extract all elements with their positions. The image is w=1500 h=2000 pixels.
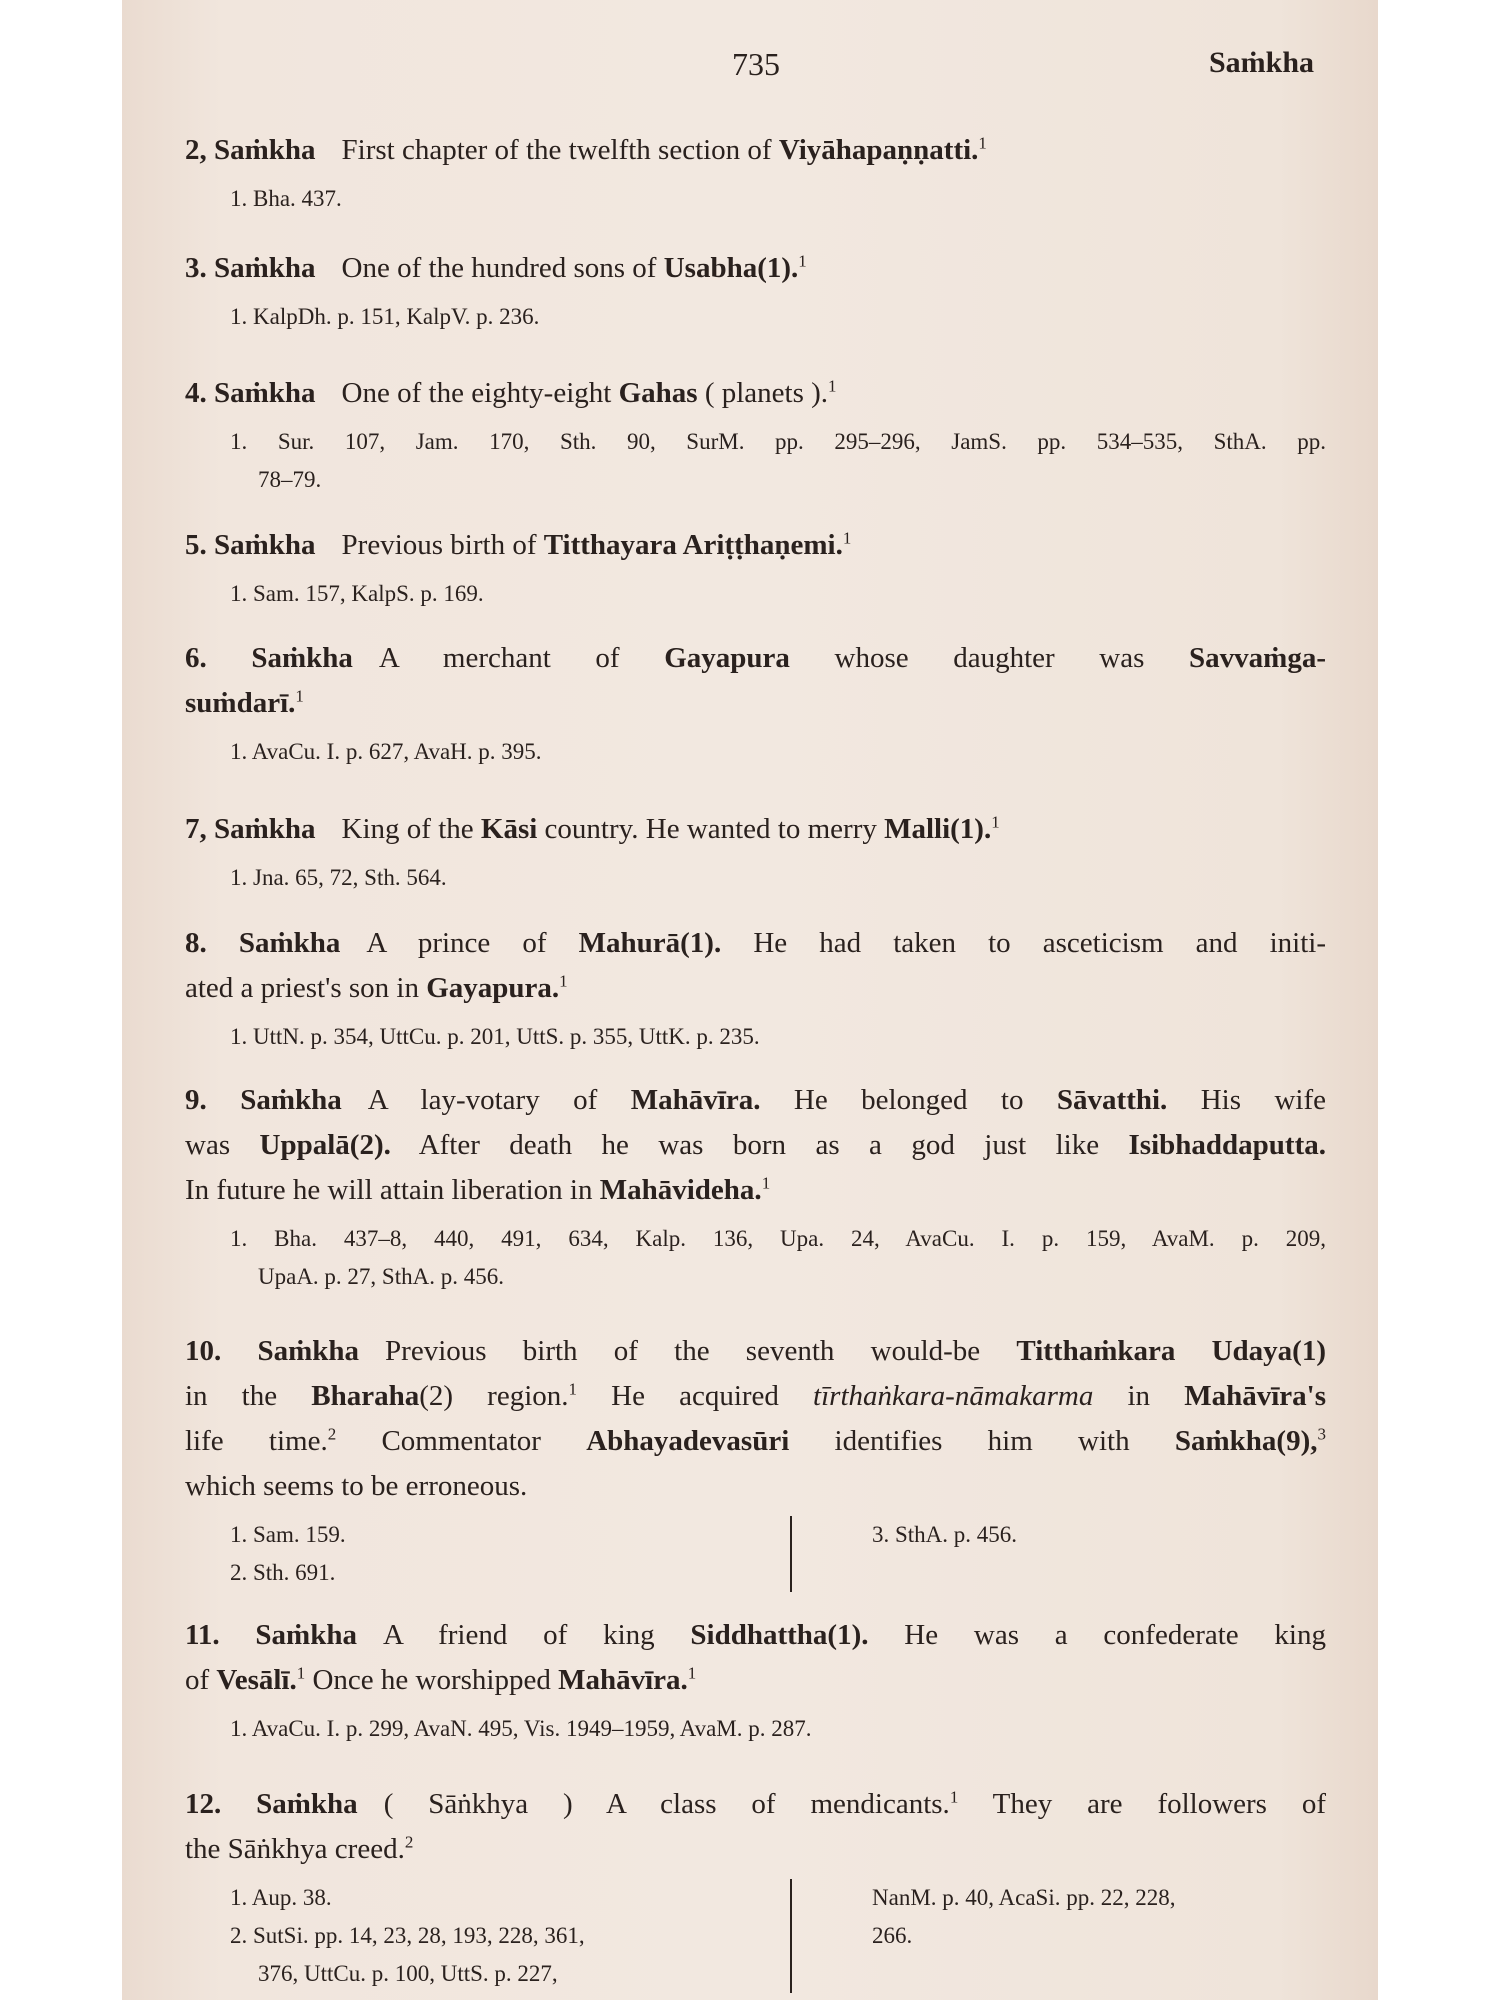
footnote-marker: 1 (978, 133, 987, 153)
reference-line: 3. SthA. p. 456. (872, 1522, 1018, 1547)
bold-term: Uppalā(2). (259, 1129, 391, 1161)
entry-text-line (185, 681, 1326, 726)
entry-text-line (185, 636, 1326, 681)
entry-text-line (185, 1613, 1326, 1658)
text-segment: In future he will attain liberation in (185, 1174, 600, 1206)
references (185, 423, 1326, 499)
reference-line: 1. AvaCu. I. p. 299, AvaN. 495, Vis. 1949–1959, AvaM. p. 287. (230, 1716, 812, 1741)
dictionary-entry (185, 128, 1326, 218)
text-segment: His wife (1167, 1084, 1326, 1116)
reference-line: 266. (872, 1923, 913, 1948)
entry-text-line (185, 966, 1326, 1011)
running-head: Saṁkha (1208, 46, 1314, 79)
references (185, 733, 1326, 771)
references-two-column (185, 1516, 1326, 1592)
text-segment: of (185, 1664, 217, 1696)
bold-term: Isibhaddaputta. (1128, 1129, 1326, 1161)
text-segment: Previous birth of (341, 529, 544, 561)
text-segment: Once he worshipped (305, 1664, 559, 1696)
reference-line: 2. SutSi. pp. 14, 23, 28, 193, 228, 361, (230, 1923, 585, 1948)
text-segment: (2) region. (419, 1380, 569, 1412)
reference-line: 1. Jna. 65, 72, Sth. 564. (230, 865, 447, 890)
bold-term: Mahāvīra. (630, 1084, 761, 1116)
entry-headword: 10. Saṁkha (185, 1335, 360, 1367)
text-segment: After death he was born as a god just like (390, 1129, 1129, 1161)
footnote-marker: 1 (949, 1787, 959, 1807)
text-segment: ( planets ). (697, 377, 829, 409)
reference-line: 2. Sth. 691. (230, 1560, 336, 1585)
bold-term: Saṁkha(9), (1174, 1425, 1318, 1457)
bold-term: Usabha(1). (663, 252, 799, 284)
text-segment: A class of mendicants. (572, 1788, 950, 1820)
dictionary-entry (185, 246, 1326, 336)
footnote-marker: 1 (295, 686, 304, 706)
bold-term: Gayapura. (426, 972, 560, 1004)
reference-line: NanM. p. 40, AcaSi. pp. 22, 228, (872, 1885, 1176, 1910)
bold-term: suṁdarī. (185, 687, 296, 719)
footnote-marker: 1 (559, 971, 568, 991)
text-segment: in the (185, 1380, 312, 1412)
entry-text-line (185, 921, 1326, 966)
reference-line: 1. Bha. 437. (230, 186, 342, 211)
text-segment: A merchant of (378, 642, 665, 674)
references-left-column (230, 1516, 792, 1592)
reference-line: 1. Sam. 157, KalpS. p. 169. (230, 581, 484, 606)
reference-line: 1. Bha. 437–8, 440, 491, 634, Kalp. 136, Upa. 24, AvaCu. I. p. 159, AvaM. p. 209, (230, 1226, 1326, 1251)
bold-term: Viyāhapaṇṇatti. (778, 134, 979, 166)
entry-text-line (185, 1168, 1326, 1213)
reference-line: 78–79. (258, 467, 322, 492)
text-segment: One of the hundred sons of (341, 252, 664, 284)
entry-text-line (185, 371, 1326, 416)
entry-headword: 9. Saṁkha (185, 1084, 342, 1116)
entry-headword: 3. Saṁkha (185, 252, 316, 284)
dictionary-entry (185, 921, 1326, 1056)
entry-text-line (185, 246, 1326, 291)
text-segment: was (185, 1129, 260, 1161)
reference-line: 376, UttCu. p. 100, UttS. p. 227, (258, 1961, 558, 1986)
bold-term: Gahas (618, 377, 698, 409)
footnote-marker: 1 (842, 528, 852, 548)
reference-line: 1. KalpDh. p. 151, KalpV. p. 236. (230, 304, 540, 329)
references (185, 1018, 1326, 1056)
text-segment: He belonged to (760, 1084, 1057, 1116)
footnote-marker: 1 (761, 1173, 771, 1193)
text-segment: He had taken to asceticism and initi- (721, 927, 1326, 959)
bold-term: Sāvatthi. (1056, 1084, 1168, 1116)
text-segment: A prince of (366, 927, 579, 959)
footnote-marker: 3 (1317, 1424, 1326, 1444)
text-segment: A friend of king (382, 1619, 691, 1651)
reference-line: 1. AvaCu. I. p. 627, AvaH. p. 395. (230, 739, 542, 764)
entry-headword: 6. Saṁkha (185, 642, 353, 674)
dictionary-entry (185, 1613, 1326, 1748)
text-segment: which seems to be erroneous. (185, 1470, 528, 1502)
entry-headword: 5. Saṁkha (185, 529, 316, 561)
bold-term: Malli(1). (884, 813, 992, 845)
text-segment: Previous birth of the seventh would-be (385, 1335, 1017, 1367)
italic-term: tīrthaṅkara-nāmakarma (813, 1380, 1094, 1412)
reference-line: 1. UttN. p. 354, UttCu. p. 201, UttS. p. 355, UttK. p. 235. (230, 1024, 760, 1049)
entry-headword: 4. Saṁkha (185, 377, 316, 409)
text-segment: in (1093, 1380, 1185, 1412)
footnote-marker: 1 (991, 812, 1000, 832)
reference-line: 1. Sur. 107, Jam. 170, Sth. 90, SurM. pp. 295–296, JamS. pp. 534–535, SthA. pp. (230, 429, 1326, 454)
entry-text-line (185, 523, 1326, 568)
entry-headword: 8. Saṁkha (185, 927, 341, 959)
entry-text-line (185, 1419, 1326, 1464)
text-segment: Commentator (336, 1425, 587, 1457)
entry-text-line (185, 1464, 1326, 1509)
bold-term: Siddhattha(1). (690, 1619, 869, 1651)
reference-line: 1. Aup. 38. (230, 1885, 332, 1910)
bold-term: Savvaṁga- (1189, 642, 1326, 674)
bold-term: Mahāvīra's (1184, 1380, 1326, 1412)
text-segment: life time. (185, 1425, 328, 1457)
references (185, 298, 1326, 336)
entry-text-line (185, 1782, 1326, 1827)
footnote-marker: 2 (404, 1832, 414, 1852)
references (185, 180, 1326, 218)
entry-headword: 7, Saṁkha (185, 813, 316, 845)
footnote-marker: 1 (296, 1663, 306, 1683)
entry-headword: 11. Saṁkha (185, 1619, 357, 1651)
reference-line: UpaA. p. 27, SthA. p. 456. (258, 1264, 504, 1289)
text-segment: country. He wanted to merry (537, 813, 885, 845)
references (185, 575, 1326, 613)
page-number: 735 (732, 46, 780, 82)
footnote-marker: 1 (568, 1379, 578, 1399)
entry-headword: 2, Saṁkha (185, 134, 316, 166)
entry-text-line (185, 128, 1326, 173)
bold-term: Mahurā(1). (578, 927, 722, 959)
footnote-marker: 1 (687, 1663, 697, 1683)
entry-text-line (185, 1123, 1326, 1168)
bold-term: Abhayadevasūri (586, 1425, 790, 1457)
text-segment: whose daughter was (789, 642, 1190, 674)
text-segment: One of the eighty-eight (341, 377, 619, 409)
text-segment: the Sāṅkhya creed. (185, 1833, 405, 1865)
text-segment: identifies him with (789, 1425, 1175, 1457)
entry-headword: 12. Saṁkha (185, 1788, 358, 1820)
bold-term: Titthayara Ariṭṭhaṇemi. (543, 529, 843, 561)
footnote-marker: 1 (828, 376, 837, 396)
references-right-column (792, 1879, 1322, 1993)
dictionary-entry (185, 1078, 1326, 1296)
entry-text-line (185, 807, 1326, 852)
references-right-column (792, 1516, 1292, 1592)
text-segment: ( Sāṅkhya ) (383, 1788, 573, 1820)
entry-text-line (185, 1374, 1326, 1419)
text-segment: A lay-votary of (367, 1084, 631, 1116)
bold-term: Kāsi (480, 813, 538, 845)
references (185, 1220, 1326, 1296)
text-segment: First chapter of the twelfth section of (341, 134, 779, 166)
text-segment: They are followers of (958, 1788, 1326, 1820)
bold-term: Vesālī. (216, 1664, 297, 1696)
dictionary-entry (185, 636, 1326, 771)
reference-line: 1. Sam. 159. (230, 1522, 346, 1547)
entry-text-line (185, 1078, 1326, 1123)
footnote-marker: 2 (327, 1424, 337, 1444)
references (185, 859, 1326, 897)
references-left-column (230, 1879, 792, 1993)
bold-term: Mahāvīra. (558, 1664, 688, 1696)
text-segment: He was a confederate king (868, 1619, 1326, 1651)
entry-text-line (185, 1658, 1326, 1703)
references (185, 1710, 1326, 1748)
dictionary-entry (185, 1329, 1326, 1592)
footnote-marker: 1 (798, 251, 807, 271)
references-two-column (185, 1879, 1326, 1993)
bold-term: Titthaṁkara Udaya(1) (1016, 1335, 1326, 1367)
entry-text-line (185, 1827, 1326, 1872)
entry-text-line (185, 1329, 1326, 1374)
bold-term: Bharaha (311, 1380, 420, 1412)
text-segment: He acquired (577, 1380, 814, 1412)
dictionary-entry (185, 371, 1326, 499)
bold-term: Gayapura (664, 642, 790, 674)
dictionary-entry (185, 523, 1326, 613)
bold-term: Mahāvideha. (599, 1174, 762, 1206)
dictionary-entry (185, 807, 1326, 897)
text-segment: ated a priest's son in (185, 972, 427, 1004)
text-segment: King of the (341, 813, 481, 845)
dictionary-entry (185, 1782, 1326, 1993)
